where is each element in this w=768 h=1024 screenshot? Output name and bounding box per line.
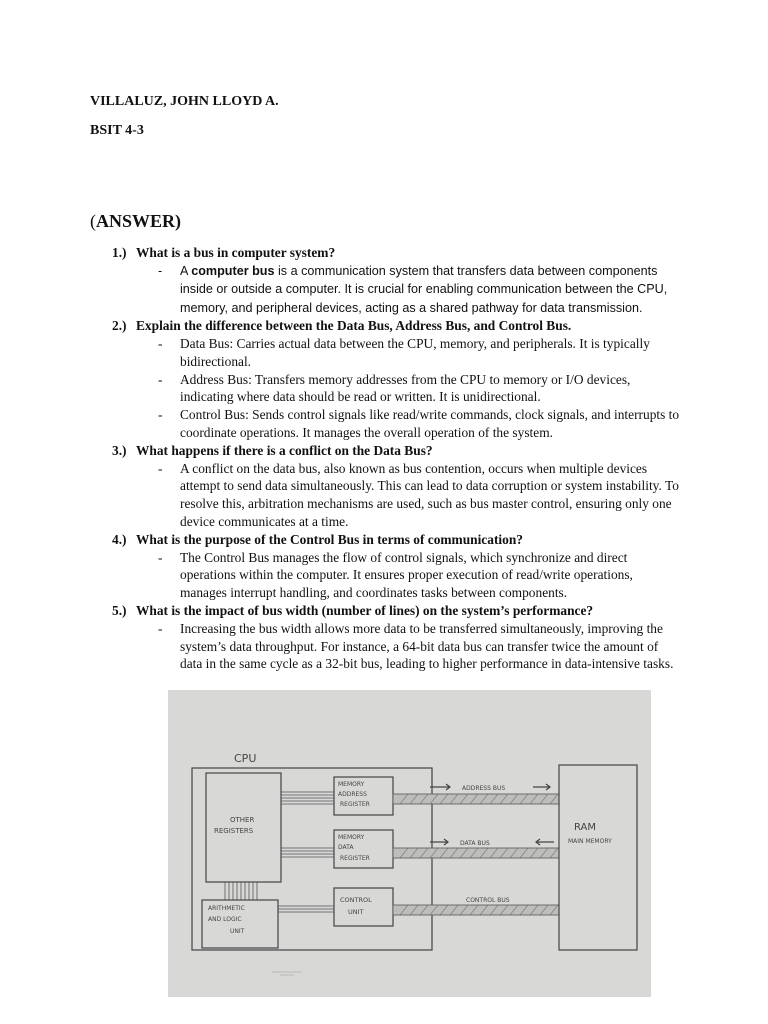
bullet-dash: - <box>158 371 163 387</box>
answer-5 <box>112 620 682 673</box>
cpu-label: CPU <box>234 752 257 765</box>
bullet-dash: - <box>158 460 163 476</box>
bullet-dash: - <box>158 549 163 565</box>
student-section: BSIT 4-3 <box>90 123 144 138</box>
bullet-dash: - <box>158 620 163 636</box>
answer-2c <box>112 406 682 442</box>
address-bus <box>393 784 559 804</box>
control-unit-box <box>334 888 393 926</box>
alu-label-3: UNIT <box>230 928 245 935</box>
question-2 <box>112 317 682 335</box>
answer-1 <box>112 262 682 318</box>
question-text: What is a bus in computer system? <box>136 245 336 260</box>
bus-diagram-photo <box>168 690 651 997</box>
mar-label-3: REGISTER <box>340 801 370 808</box>
answer-2a <box>112 335 682 371</box>
answer-text <box>180 262 682 318</box>
control-unit-label-2: UNIT <box>348 908 364 916</box>
pencil-smudge <box>272 972 302 975</box>
answer-text: The Control Bus manages the flow of control signals, which synchronize and direct operations within the computer. It ensures proper execution of read/write operations, manages interrupt handling, and coordinates tasks between components. <box>180 549 633 601</box>
control-bus-label: CONTROL BUS <box>466 897 510 904</box>
alu-label-1: ARITHMETIC <box>208 905 245 912</box>
question-1 <box>112 244 682 262</box>
answer-text: Data Bus: Carries actual data between the CPU, memory, and peripherals. It is typically bidirectional. <box>180 336 650 369</box>
bullet-dash: - <box>158 263 163 278</box>
main-memory-label: MAIN MEMORY <box>568 838 612 845</box>
answer-text: Increasing the bus width allows more data to be transferred simultaneously, improving the system’s data throughput. For instance, a 64-bit data bus can transfer twice the amount of data in the same cycle as a 32-bit bus, leading to higher performance in data-intensive tasks. <box>180 620 674 672</box>
answer-rest: is a communication system that transfers data between components inside or outside a computer. It is crucial for enabling communication between the CPU, memory, and peripheral devices, acting as a shared pathway for data transmission. <box>180 263 668 315</box>
question-3 <box>112 442 682 460</box>
other-registers-label-1: OTHER <box>230 816 255 824</box>
question-number: 2.) <box>112 318 127 334</box>
other-registers-label-2: REGISTERS <box>214 827 254 835</box>
alu-label-2: AND LOGIC <box>208 916 242 923</box>
ram-label: RAM <box>574 822 597 833</box>
answer-4 <box>112 549 682 602</box>
control-bus <box>393 897 559 915</box>
answer-paren: ( <box>90 211 96 231</box>
question-number: 4.) <box>112 531 127 547</box>
mar-label-2: ADDRESS <box>338 791 367 798</box>
alu-control-lines <box>278 906 334 912</box>
answer-heading <box>90 211 181 232</box>
question-text: What is the purpose of the Control Bus in terms of communication? <box>136 531 523 547</box>
mdr-label-2: DATA <box>338 844 354 851</box>
alu-register-lines <box>225 882 257 900</box>
student-name: VILLALUZ, JOHN LLOYD A. <box>90 94 279 109</box>
mdr-label-1: MEMORY <box>338 834 365 841</box>
answer-text: Control Bus: Sends control signals like read/write commands, clock signals, and interrupts to coordinate operations. It manages the overall operation of the system. <box>180 407 680 441</box>
internal-lines-upper <box>281 792 334 857</box>
data-bus-label: DATA BUS <box>460 840 490 847</box>
answer-3 <box>112 460 682 531</box>
question-4 <box>112 531 682 549</box>
answer-2b <box>112 371 682 407</box>
mdr-label-3: REGISTER <box>340 855 370 862</box>
question-text: What happens if there is a conflict on the Data Bus? <box>136 442 433 458</box>
question-number: 5.) <box>112 603 127 619</box>
data-bus <box>393 839 559 858</box>
answer-text: A conflict on the data bus, also known as bus contention, occurs when multiple devices attempt to send data simultaneously. This can lead to data corruption or system instability. To resolve this, arbitration mechanisms are used, such as bus master control, ensuring only one device communicates at a time. <box>180 460 679 530</box>
answer-prefix: A <box>180 263 192 278</box>
answer-text: Address Bus: Transfers memory addresses from the CPU to memory or I/O devices, indicating where data should be read or written. It is unidirectional. <box>180 371 631 405</box>
question-number: 1.) <box>112 245 127 260</box>
bus-diagram <box>168 690 651 997</box>
mar-label-1: MEMORY <box>338 781 365 788</box>
question-text: What is the impact of bus width (number of lines) on the system’s performance? <box>136 603 594 619</box>
ram-box <box>559 765 637 950</box>
question-5 <box>112 602 682 620</box>
question-text: Explain the difference between the Data Bus, Address Bus, and Control Bus. <box>136 318 572 334</box>
question-number: 3.) <box>112 442 127 458</box>
answer-bold-term: computer bus <box>191 263 275 278</box>
question-list <box>112 244 682 673</box>
answer-word: ANSWER) <box>96 211 182 231</box>
bullet-dash: - <box>158 336 163 352</box>
bullet-dash: - <box>158 407 163 423</box>
control-unit-label-1: CONTROL <box>340 896 372 904</box>
address-bus-label: ADDRESS BUS <box>462 785 506 792</box>
